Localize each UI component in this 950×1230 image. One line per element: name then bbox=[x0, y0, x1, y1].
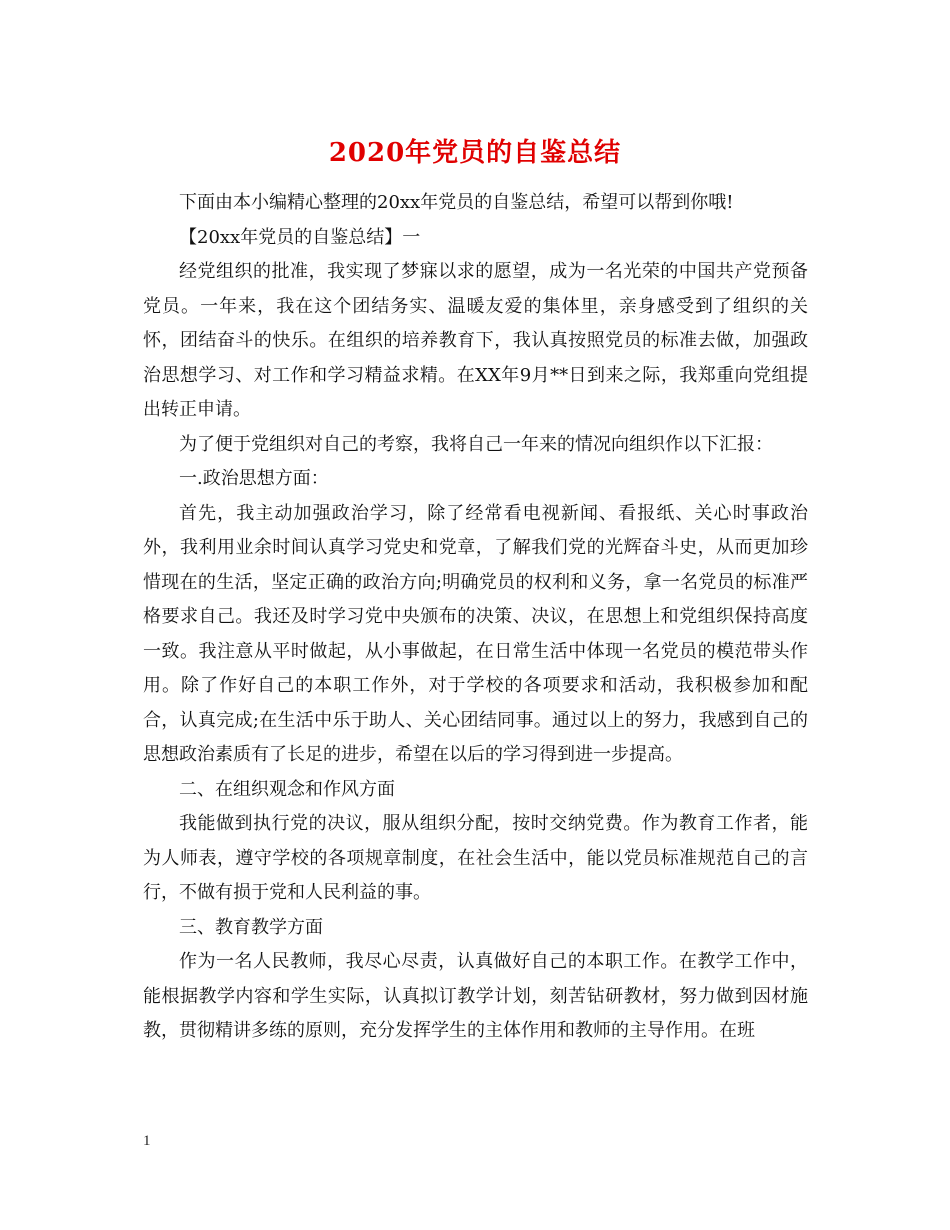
page-number: 1 bbox=[143, 1133, 151, 1149]
body-paragraph: 我能做到执行党的决议，服从组织分配，按时交纳党费。作为教育工作者，能为人师表，遵守学校的各项规章制度，在社会生活中，能以党员标准规范自己的言行，不做有损于党和人民利益的事。 bbox=[143, 813, 808, 903]
body-paragraph: 经党组织的批准，我实现了梦寐以求的愿望，成为一名光荣的中国共产党预备党员。一年来，我在这个团结务实、温暖友爱的集体里，亲身感受到了组织的关怀，团结奋斗的快乐。在组织的培养教育下，我认真按照党员的标准去做，加强政治思想学习、对工作和学习精益求精。在XX年9月**日到来之际，我郑重向党组提出转正申请。 bbox=[143, 261, 808, 420]
intro-paragraph: 下面由本小编精心整理的20xx年党员的自鉴总结，希望可以帮到你哦! bbox=[179, 192, 734, 213]
body-paragraph: 首先，我主动加强政治学习，除了经常看电视新闻、看报纸、关心时事政治外，我利用业余时间认真学习党史和党章，了解我们党的光辉奋斗史，从而更加珍惜现在的生活，坚定正确的政治方向;明确党员的权利和义务，拿一名党员的标准严格要求自己。我还及时学习党中央颁布的决策、决议，在思想上和党组织保持高度一致。我注意从平时做起，从小事做起，在日常生活中体现一名党员的模范带头作用。除了作好自己的本职工作外，对于学校的各项要求和活动，我积极参加和配合，认真完成;在生活中乐于助人、关心团结同事。通过以上的努力，我感到自己的思想政治素质有了长足的进步，希望在以后的学习得到进一步提高。 bbox=[143, 502, 808, 765]
document-title: 2020年党员的自鉴总结 bbox=[328, 138, 622, 168]
body-paragraph: 作为一名人民教师，我尽心尽责，认真做好自己的本职工作。在教学工作中，能根据教学内容和学生实际，认真拟订教学计划，刻苦钻研教材，努力做到因材施教，贯彻精讲多练的原则，充分发挥学生的主体作用和教师的主导作用。在班 bbox=[143, 951, 808, 1041]
subheading-political-thought: 一.政治思想方面： bbox=[179, 468, 329, 489]
section-heading-one: 【20xx年党员的自鉴总结】一 bbox=[179, 226, 421, 248]
subheading-organization-style: 二、在组织观念和作风方面 bbox=[179, 778, 395, 800]
body-paragraph: 为了便于党组织对自己的考察，我将自己一年来的情况向组织作以下汇报： bbox=[179, 433, 773, 455]
document-body bbox=[143, 176, 808, 1049]
subheading-teaching: 三、教育教学方面 bbox=[179, 916, 323, 938]
